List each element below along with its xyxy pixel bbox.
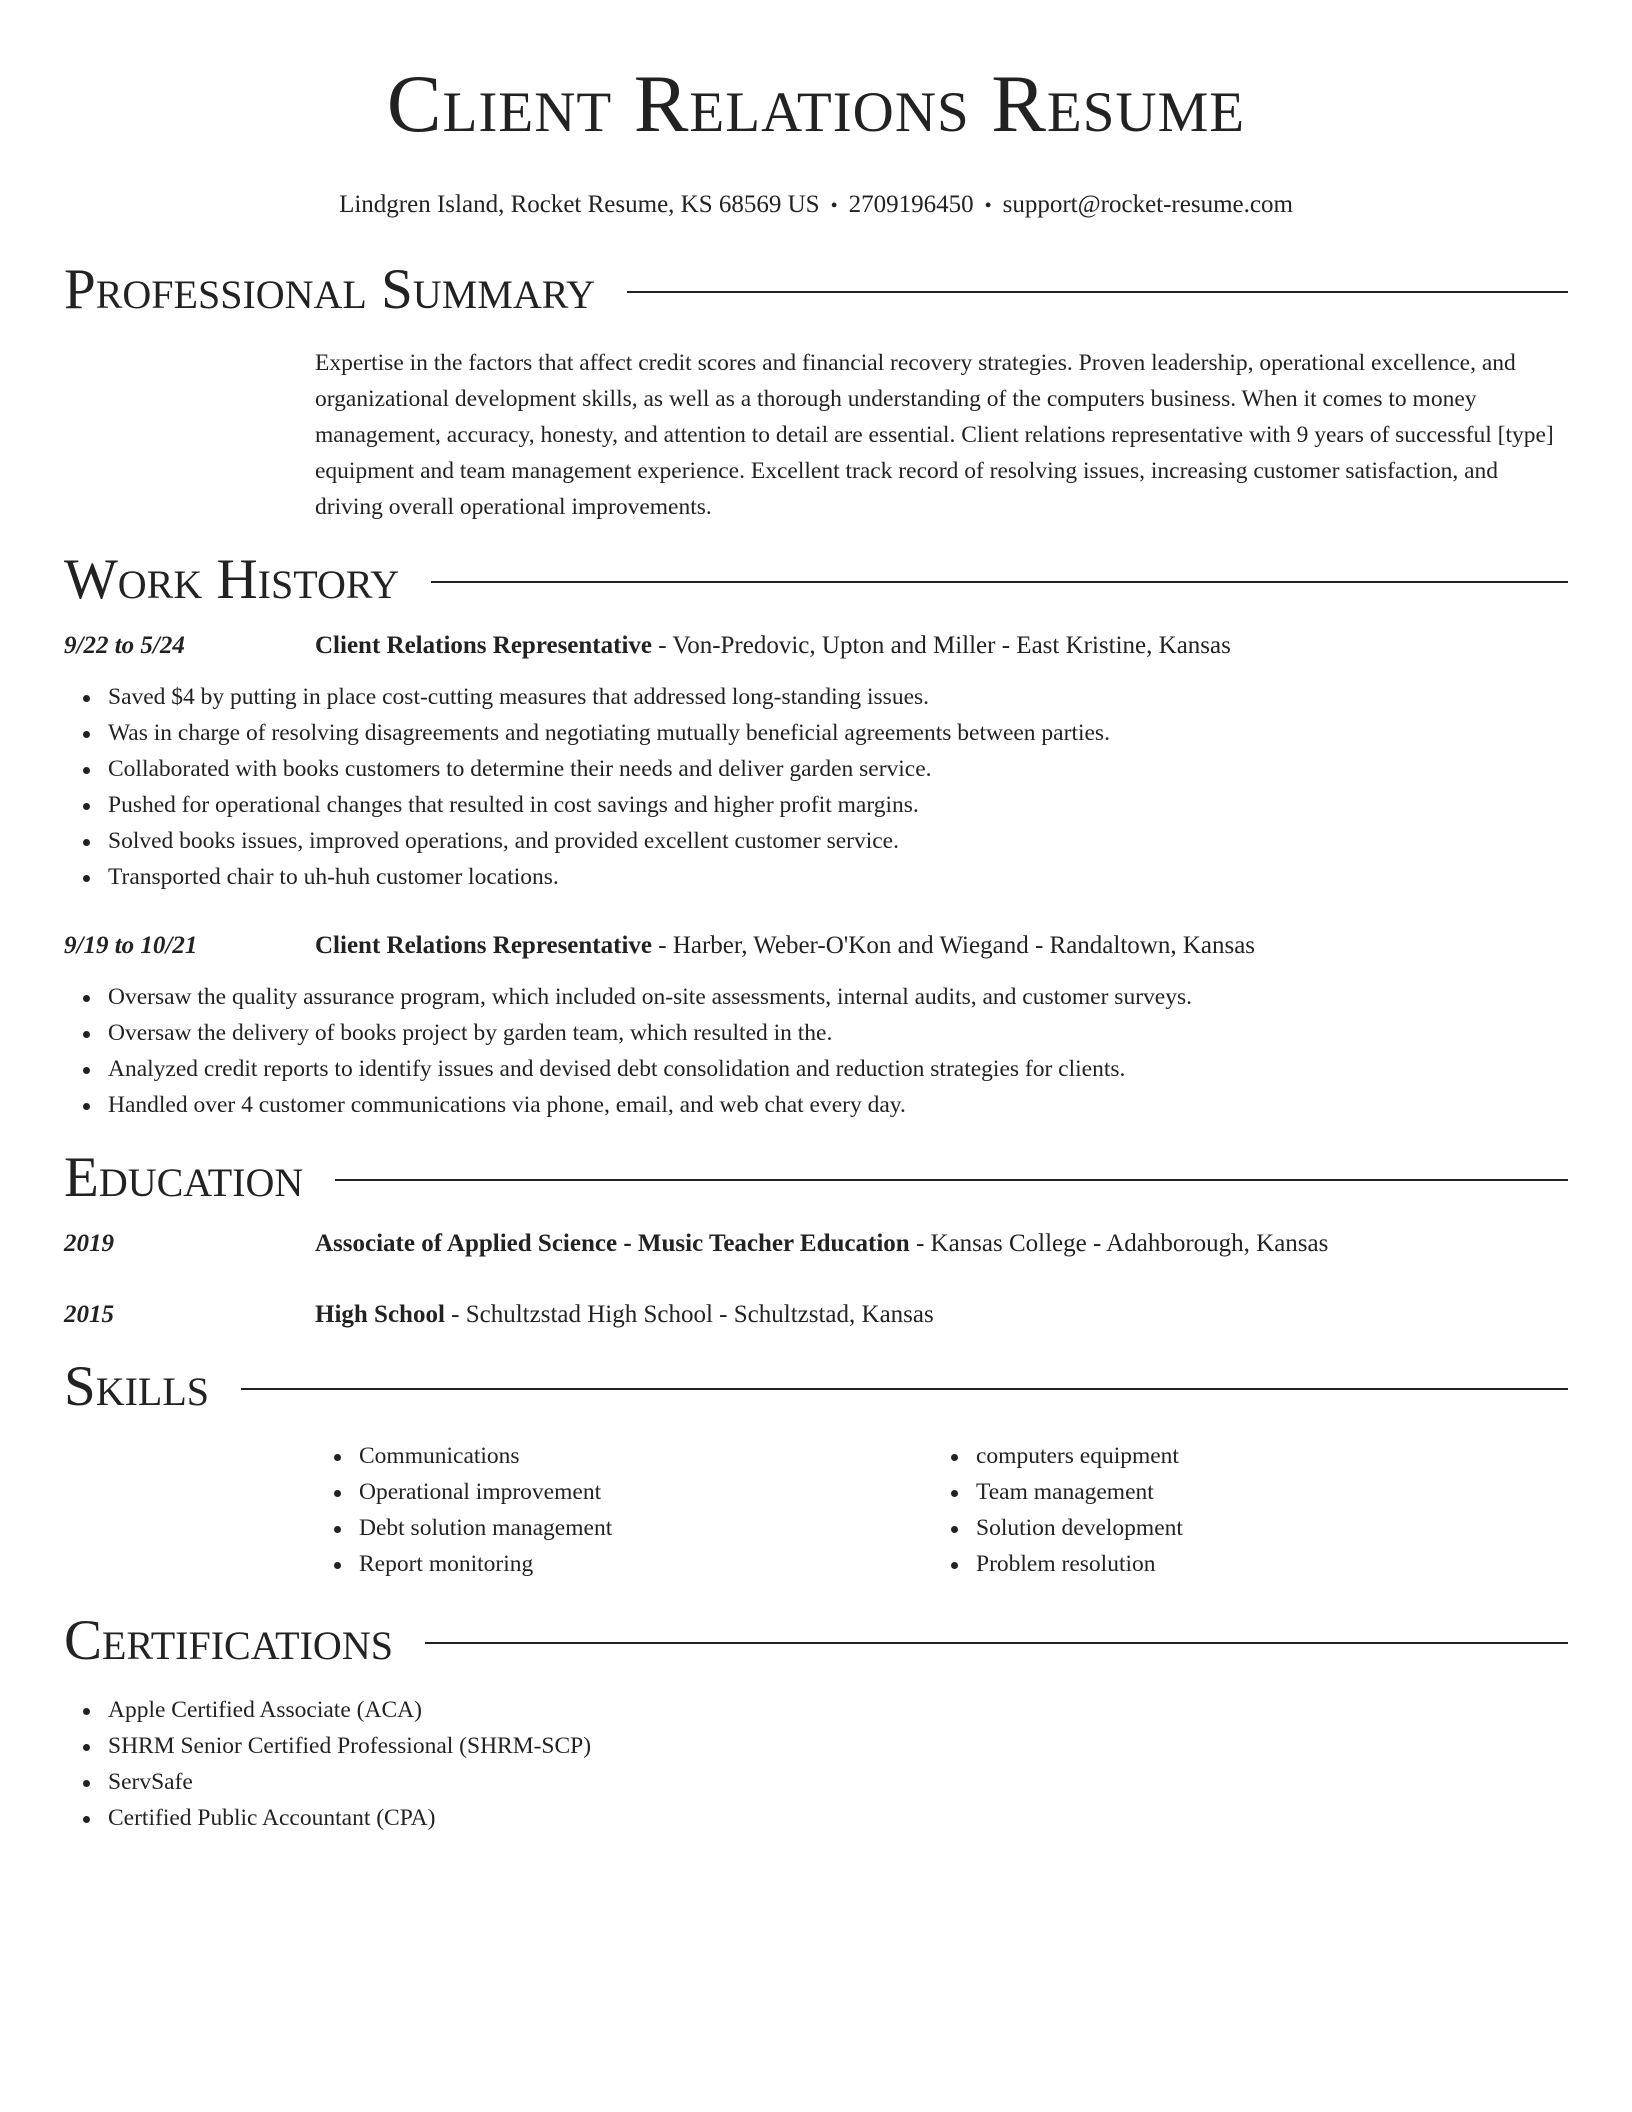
contact-separator: • <box>830 195 838 217</box>
skills-column-right <box>932 1438 1549 1582</box>
job-title-line <box>315 929 1255 963</box>
section-title: Skills <box>64 1355 210 1418</box>
education-entry <box>64 1227 1568 1261</box>
resume-title: Client Relations Resume <box>386 58 1246 149</box>
skill-item: computers equipment <box>932 1438 1549 1474</box>
job-bullets <box>64 979 1568 1123</box>
job-title-line <box>315 629 1231 663</box>
job-details: - Harber, Weber-O'Kon and Wiegand - Randaltown, Kansas <box>652 932 1256 959</box>
job-entry <box>64 929 1568 1123</box>
section-divider <box>241 1388 1568 1390</box>
job-entry <box>64 629 1568 895</box>
skill-item: Team management <box>932 1474 1549 1510</box>
job-header <box>64 629 1568 663</box>
list-item: Analyzed credit reports to identify issues and devised debt consolidation and reduction strategies for clients. <box>64 1051 1568 1087</box>
job-dates: 9/19 to 10/21 <box>64 932 198 959</box>
education-details: - Kansas College - Adahborough, Kansas <box>909 1230 1329 1257</box>
section-title: Education <box>64 1146 304 1209</box>
education-line <box>315 1227 1328 1261</box>
skill-item: Solution development <box>932 1510 1549 1546</box>
list-item: Transported chair to uh-huh customer locations. <box>64 859 1568 895</box>
education-year: 2019 <box>64 1230 114 1257</box>
summary-text: Expertise in the factors that affect credit scores and financial recovery strategies. Proven leadership, operational excellence, and organizational development skills, as well as a thorough understanding of the computers business. When it comes to money management, accuracy, honesty, and attention to detail are essential. Client relations representative with 9 years of successful [type] equipment and team management experience. Excellent track record of resolving issues, increasing customer satisfaction, and driving overall operational improvements. <box>315 350 1554 520</box>
section-heading-skills <box>64 1356 1568 1418</box>
skills-column-left <box>315 1438 932 1582</box>
job-bullets <box>64 679 1568 895</box>
education-degree: Associate of Applied Science - Music Teacher Education <box>315 1230 910 1257</box>
education-details: - Schultzstad High School - Schultzstad, Kansas <box>444 1301 934 1328</box>
section-heading-work-history <box>64 549 1568 611</box>
list-item: Solved books issues, improved operations, and provided excellent customer service. <box>64 823 1568 859</box>
section-title: Professional Summary <box>64 258 596 321</box>
contact-separator: • <box>984 195 992 217</box>
certification-item: Certified Public Accountant (CPA) <box>64 1800 1568 1836</box>
job-details: - Von-Predovic, Upton and Miller - East Kristine, Kansas <box>652 632 1231 659</box>
list-item: Oversaw the delivery of books project by garden team, which resulted in the. <box>64 1015 1568 1051</box>
certification-item: ServSafe <box>64 1764 1568 1800</box>
list-item: Pushed for operational changes that resulted in cost savings and higher profit margins. <box>64 787 1568 823</box>
skills-grid <box>315 1438 1568 1582</box>
skill-item: Report monitoring <box>315 1546 932 1582</box>
job-title: Client Relations Representative <box>315 632 652 659</box>
list-item: Oversaw the quality assurance program, which included on-site assessments, internal audits, and customer surveys. <box>64 979 1568 1015</box>
contact-address: Lindgren Island, Rocket Resume, KS 68569 US <box>339 191 820 218</box>
section-title: Certifications <box>64 1609 393 1672</box>
certification-item: Apple Certified Associate (ACA) <box>64 1692 1568 1728</box>
skill-item: Problem resolution <box>932 1546 1549 1582</box>
job-dates: 9/22 to 5/24 <box>64 632 185 659</box>
skill-item: Operational improvement <box>315 1474 932 1510</box>
section-divider <box>627 291 1568 293</box>
job-title: Client Relations Representative <box>315 932 652 959</box>
list-item: Collaborated with books customers to determine their needs and deliver garden service. <box>64 751 1568 787</box>
contact-line <box>64 188 1568 223</box>
education-year: 2015 <box>64 1301 114 1328</box>
certifications-list <box>64 1692 1568 1836</box>
job-header <box>64 929 1568 963</box>
section-title: Work History <box>64 548 400 611</box>
contact-email: support@rocket-resume.com <box>1002 191 1293 218</box>
list-item: Saved $4 by putting in place cost-cutting measures that addressed long-standing issues. <box>64 679 1568 715</box>
section-divider <box>425 1642 1568 1644</box>
education-degree: High School <box>315 1301 445 1328</box>
skill-item: Communications <box>315 1438 932 1474</box>
contact-phone: 2709196450 <box>848 191 974 218</box>
education-line <box>315 1298 934 1332</box>
certification-item: SHRM Senior Certified Professional (SHRM-SCP) <box>64 1728 1568 1764</box>
section-divider <box>335 1179 1568 1181</box>
section-heading-summary <box>64 259 1568 321</box>
list-item: Handled over 4 customer communications via phone, email, and web chat every day. <box>64 1087 1568 1123</box>
education-entry <box>64 1298 1568 1332</box>
skill-item: Debt solution management <box>315 1510 932 1546</box>
section-heading-certifications <box>64 1610 1568 1672</box>
section-heading-education <box>64 1147 1568 1209</box>
section-divider <box>431 581 1568 583</box>
resume-page <box>64 0 1568 1836</box>
list-item: Was in charge of resolving disagreements and negotiating mutually beneficial agreements between parties. <box>64 715 1568 751</box>
